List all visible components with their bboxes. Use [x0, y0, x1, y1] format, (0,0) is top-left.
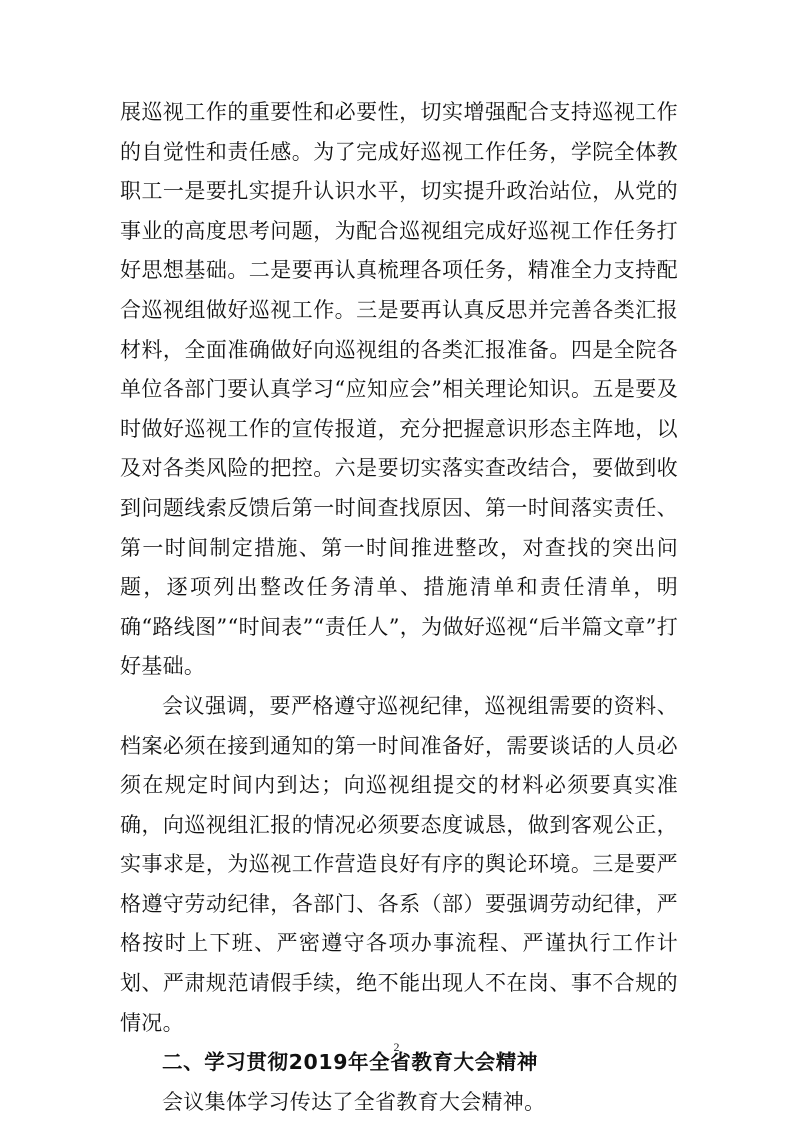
document-body	[120, 93, 678, 1122]
paragraph-closing: 会议集体学习传达了全省教育大会精神。	[162, 1089, 546, 1114]
section-heading: 二、学习贯彻2019年全省教育大会精神	[162, 1050, 538, 1075]
paragraph-continued: 展巡视工作的重要性和必要性，切实增强配合支持巡视工作的自觉性和责任感。为了完成好巡视工作任务，学院全体教职工一是要扎实提升认识水平，切实提升政治站位，从党的事业的高度思考问题，为配合巡视组完成好巡视工作任务打好思想基础。二是要再认真梳理各项任务，精准全力支持配合巡视组做好巡视工作。三是要再认真反思并完善各类汇报材料，全面准确做好向巡视组的各类汇报准备。四是全院各单位各部门要认真学习“应知应会”相关理论知识。五是要及时做好巡视工作的宣传报道，充分把握意识形态主阵地，以及对各类风险的把控。六是要切实落实查改结合，要做到收到问题线索反馈后第一时间查找原因、第一时间落实责任、第一时间制定措施、第一时间推进整改，对查找的突出问题，逐项列出整改任务清单、措施清单和责任清单，明确“路线图”“时间表”“责任人”，为做好巡视“后半篇文章”打好基础。	[120, 100, 678, 679]
paragraph-meeting-discipline: 会议强调，要严格遵守巡视纪律，巡视组需要的资料、档案必须在接到通知的第一时间准备好，需要谈话的人员必须在规定时间内到达；向巡视组提交的材料必须要真实准确，向巡视组汇报的情况必须要态度诚恳，做到客观公正，实事求是，为巡视工作营造良好有序的舆论环境。三是要严格遵守劳动纪律，各部门、各系（部）要强调劳动纪律，严格按时上下班、严密遵守各项办事流程、严谨执行工作计划、严肃规范请假手续，绝不能出现人不在岗、事不合规的情况。	[120, 693, 678, 1035]
page-number: 2	[393, 1040, 400, 1054]
